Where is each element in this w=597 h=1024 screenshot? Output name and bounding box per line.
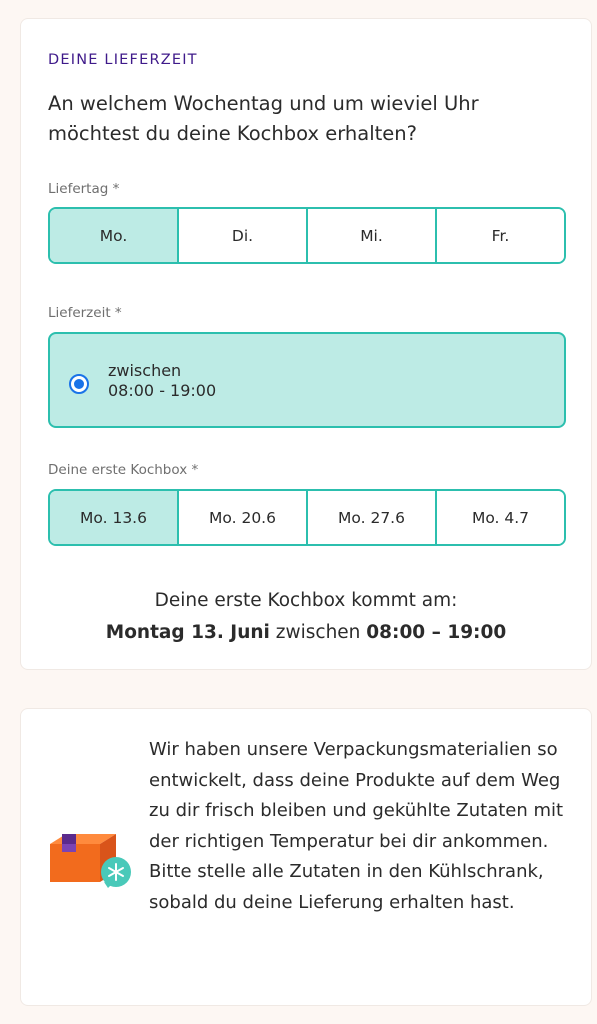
- date-option-27-6[interactable]: Mo. 27.6: [306, 491, 435, 544]
- radio-selected-icon[interactable]: [69, 374, 89, 394]
- box-with-snowflake-icon: [46, 826, 132, 890]
- time-slot-text: [108, 361, 216, 401]
- time-slot-prefix: zwischen: [108, 361, 182, 380]
- day-option-mi[interactable]: Mi.: [306, 209, 435, 262]
- summary-details: [21, 617, 591, 649]
- day-option-fr[interactable]: Fr.: [435, 209, 564, 262]
- summary-between: zwischen: [275, 622, 361, 643]
- time-slot-option[interactable]: [48, 332, 566, 428]
- delivery-day-label: Liefertag *: [48, 181, 120, 197]
- time-slot-range: 08:00 - 19:00: [108, 381, 217, 400]
- day-option-di[interactable]: Di.: [177, 209, 306, 262]
- date-option-20-6[interactable]: Mo. 20.6: [177, 491, 306, 544]
- summary-heading: Deine erste Kochbox kommt am:: [154, 590, 458, 611]
- section-title: DEINE LIEFERZEIT: [48, 52, 198, 68]
- summary-time: 08:00 – 19:00: [366, 622, 507, 643]
- delivery-time-label: Lieferzeit *: [48, 305, 122, 321]
- first-box-label: Deine erste Kochbox *: [48, 462, 199, 478]
- packaging-info-card: [20, 708, 592, 1006]
- delivery-time-card: [20, 18, 592, 670]
- date-option-13-6[interactable]: Mo. 13.6: [50, 491, 177, 544]
- delivery-day-selector: [48, 207, 566, 264]
- delivery-question: An welchem Wochentag und um wieviel Uhr möchtest du deine Kochbox erhalten?: [48, 92, 479, 145]
- packaging-info-text: Wir haben unsere Verpackungsmaterialien so entwickelt, dass deine Produkte auf dem Weg zu dir frisch bleiben und gekühlte Zutaten mit der richtigen Temperatur bei dir ankommen. Bitte stelle alle Zutaten in den Kühlschrank, sobald du deine Lieferung erhalten hast.: [149, 739, 564, 913]
- summary-date: Montag 13. Juni: [105, 622, 270, 643]
- day-option-mo[interactable]: Mo.: [50, 209, 177, 262]
- first-box-date-selector: [48, 489, 566, 546]
- date-option-4-7[interactable]: Mo. 4.7: [435, 491, 564, 544]
